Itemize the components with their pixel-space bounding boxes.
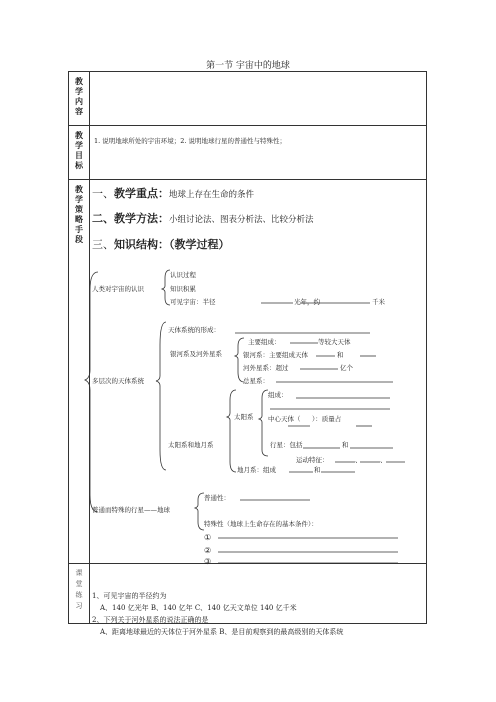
composition-node: 组成： bbox=[268, 391, 288, 399]
label-char: 习 bbox=[75, 602, 83, 610]
galaxy-extra-node: 银河系及河外星系 bbox=[170, 350, 222, 358]
galaxy-comp-b: 和 bbox=[337, 351, 344, 359]
special-brace bbox=[195, 493, 204, 530]
label-char: 段 bbox=[75, 234, 83, 244]
question-1-options: A、140 亿光年 B、140 亿年 C、140 亿天文单位 140 亿千米 bbox=[100, 604, 297, 612]
label-char: 容 bbox=[75, 106, 83, 116]
method-num: 二、 bbox=[92, 212, 114, 225]
cognition-node: 人类对宇宙的认识 bbox=[92, 285, 144, 293]
label-char: 手 bbox=[75, 224, 83, 234]
question-2-options: A、距离地球最近的天体位于河外星系 B、是目前观察到的最高级别的天体系统 bbox=[100, 628, 344, 636]
method-text: 小组讨论法、图表分析法、比较分析法 bbox=[169, 215, 314, 225]
visible-universe-c: 千米 bbox=[372, 298, 385, 306]
total-node: 总星系： bbox=[243, 377, 269, 385]
extra-a: 河外星系：超过 bbox=[243, 364, 289, 372]
key-point-num: 一、 bbox=[92, 187, 114, 200]
label-char: 学 bbox=[75, 194, 83, 204]
special-planet-node: 普通而特殊的行星——地球 bbox=[92, 506, 170, 514]
knowledge-node: 知识积累 bbox=[170, 285, 196, 293]
main-comp-b: 等较大天体 bbox=[318, 338, 351, 346]
label-char: 策 bbox=[75, 204, 83, 214]
structure-num: 三、 bbox=[92, 238, 114, 251]
label-char: 教 bbox=[75, 76, 83, 86]
label-char: 堂 bbox=[75, 580, 83, 588]
solar-inner-brace bbox=[259, 390, 268, 456]
condition-3: ③ bbox=[204, 557, 212, 566]
galaxy-comp-a: 银河系：主要组成天体 bbox=[243, 351, 308, 359]
label-char: 学 bbox=[75, 140, 83, 150]
condition-1: ① bbox=[204, 533, 212, 542]
visible-universe-a: 可见宇宙：半径 bbox=[170, 298, 216, 306]
label-char: 内 bbox=[75, 96, 83, 106]
particular-node: 特殊性（地球上生命存在的基本条件）： bbox=[204, 520, 318, 528]
main-brace bbox=[85, 272, 98, 512]
common-node: 普通性： bbox=[204, 494, 230, 502]
visible-universe-b: 光年，约 bbox=[294, 298, 320, 306]
extra-b: 亿个 bbox=[340, 364, 353, 372]
planets-a: 行星：包括 bbox=[270, 441, 303, 449]
label-char: 目 bbox=[75, 150, 83, 160]
key-point-text: 地球上存在生命的条件 bbox=[169, 190, 255, 200]
solar-brace bbox=[227, 390, 236, 472]
method-label: 教学方法： bbox=[114, 212, 169, 225]
motion-sep-1: 、 bbox=[355, 456, 362, 464]
structure-label: 知识结构： bbox=[114, 238, 169, 251]
question-1: 1、可见宇宙的半径约为 bbox=[92, 592, 167, 600]
main-comp-a: 主要组成： bbox=[248, 338, 281, 346]
multilevel-node: 多层次的天体系统 bbox=[92, 377, 144, 385]
multilevel-brace bbox=[156, 322, 166, 470]
cognition-brace bbox=[162, 270, 170, 305]
label-char: 学 bbox=[75, 86, 83, 96]
label-char: 略 bbox=[75, 214, 83, 224]
label-char: 教 bbox=[75, 184, 83, 194]
planets-b: 和 bbox=[342, 441, 349, 449]
center-b: ）：质量占 bbox=[312, 415, 342, 423]
key-point-label: 教学重点： bbox=[114, 187, 169, 200]
structure-text: （教学过程） bbox=[169, 238, 230, 251]
center-a: 中心天体（ bbox=[268, 415, 301, 423]
solar-earth-moon-node: 太阳系和地月系 bbox=[168, 441, 214, 449]
label-char: 练 bbox=[75, 591, 83, 599]
page-title: 第一节 宇宙中的地球 bbox=[206, 61, 290, 71]
question-2: 2、下列关于河外星系的说法正确的是 bbox=[92, 616, 209, 624]
solar-node: 太阳系 bbox=[234, 413, 254, 421]
formation-node: 天体系统的形成： bbox=[168, 326, 220, 334]
goals-text: 1. 说明地球所处的宇宙环境；2. 说明地球行星的普通性与特殊性； bbox=[94, 137, 287, 145]
earth-moon-a: 地月系：组成 bbox=[237, 466, 276, 474]
label-char: 标 bbox=[75, 160, 83, 170]
condition-2: ② bbox=[204, 546, 212, 555]
motion-a: 运动特征： bbox=[296, 456, 329, 464]
process-node: 认识过程 bbox=[170, 271, 196, 279]
label-char: 教 bbox=[75, 130, 83, 140]
label-char: 课 bbox=[75, 569, 83, 577]
earth-moon-b: 和 bbox=[314, 466, 321, 474]
motion-sep-2: 、 bbox=[380, 456, 387, 464]
